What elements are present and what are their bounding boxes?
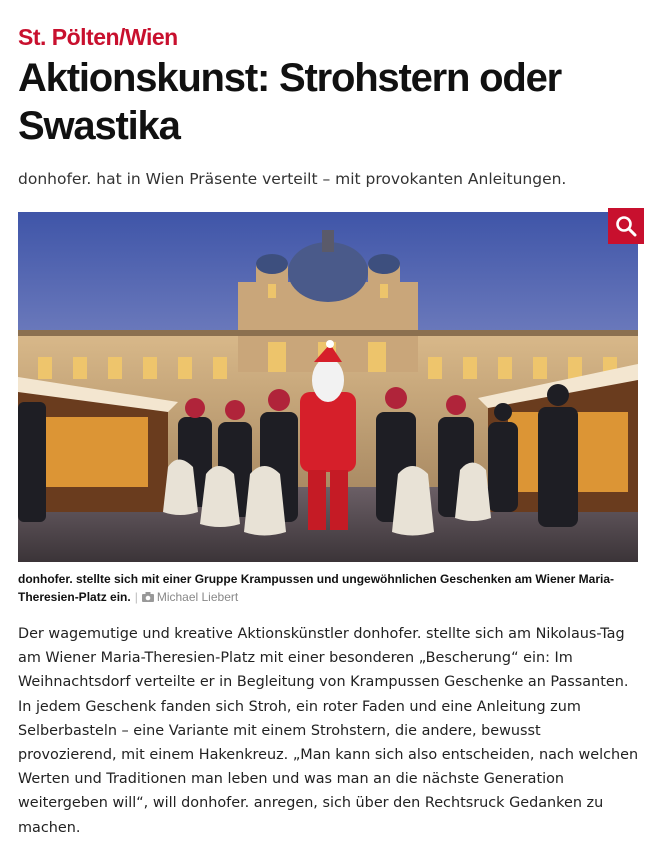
article-photo[interactable] xyxy=(18,212,638,562)
article-headline: Aktionskunst: Strohstern oder Swastika xyxy=(18,56,562,148)
photo-caption xyxy=(18,570,640,607)
article-kicker: St. Pölten/Wien xyxy=(18,24,178,50)
camera-icon xyxy=(142,589,154,607)
caption-separator: | xyxy=(134,590,138,604)
photo-illustration xyxy=(18,212,638,562)
article-body: Der wagemutige und kreative Aktionskünstler donhofer. stellte sich am Nikolaus-Tag am Wiener Maria-Theresien-Platz mit einer besonderen „Bescherung“ ein: Im Weihnachtsdorf verteilte er in Begleitung von Krampussen Geschenke an Passanten. In jedem Geschenk fanden sich Stroh, ein roter Faden und eine Anleitung zum Selberbasteln – eine Variante mit einem Strohstern, die andere, bewusst provozierend, mit einem Hakenkreuz. „Man kann sich also entscheiden, nach welchen Werten und Traditionen man leben und was man an die nächste Generation weitergeben will“, will donhofer. anregen, sich über den Rechtsruck Gedanken zu machen. xyxy=(18,626,639,836)
caption-text: donhofer. stellte sich mit einer Gruppe Krampussen und ungewöhnlichen Geschenken am Wiener Maria-Theresien-Platz ein. xyxy=(18,572,615,604)
photo-zoom-button[interactable] xyxy=(608,208,644,244)
search-icon xyxy=(615,215,637,237)
article-lead: donhofer. hat in Wien Präsente verteilt – mit provokanten Anleitungen. xyxy=(18,170,567,188)
photo-credit: Michael Liebert xyxy=(156,590,239,604)
